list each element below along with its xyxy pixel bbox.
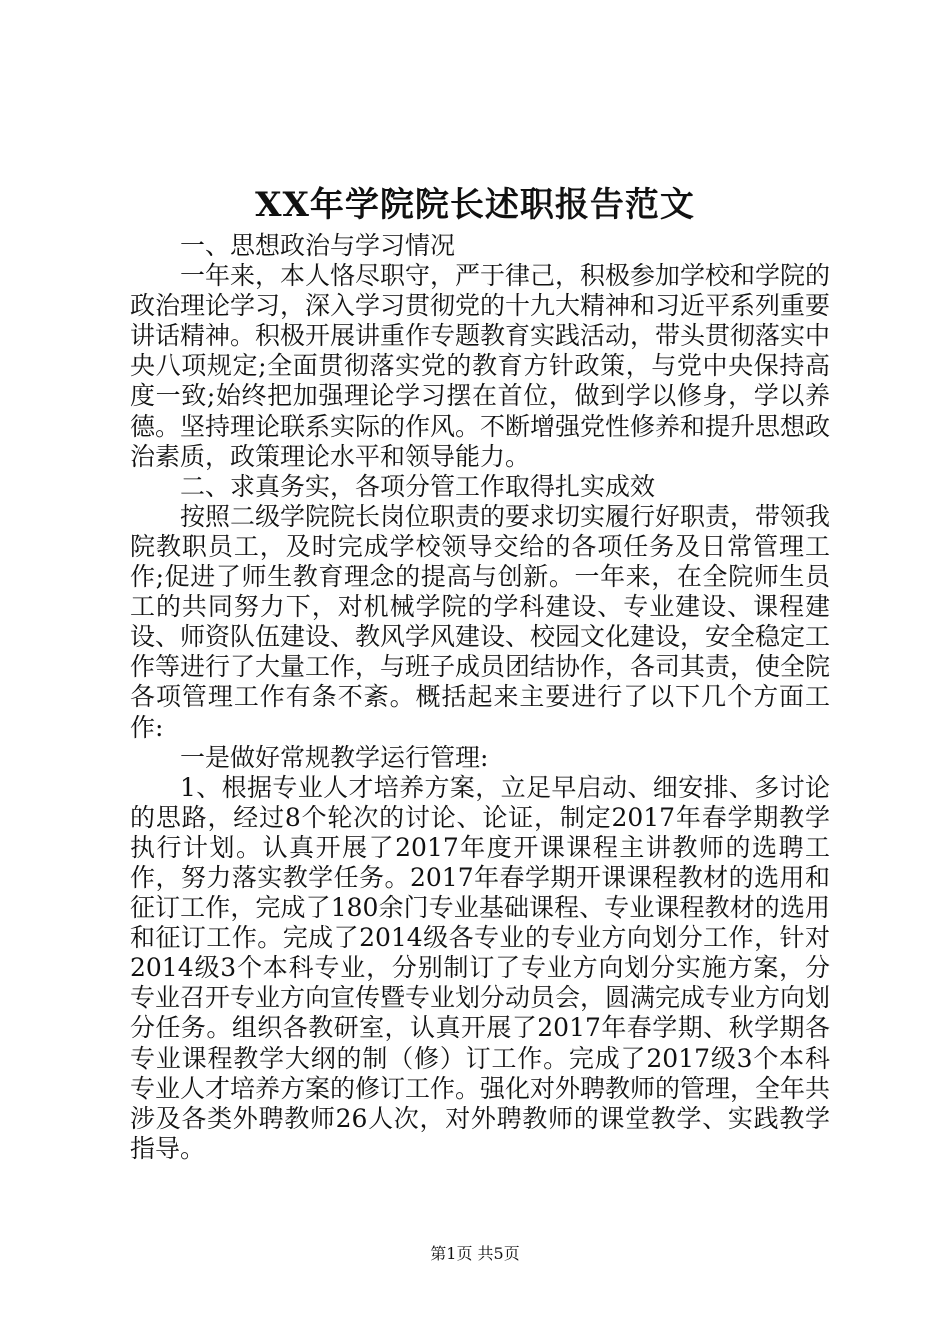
document-body — [130, 231, 830, 1164]
paragraph-work: 按照二级学院院长岗位职责的要求切实履行好职责，带领我院教职员工，及时完成学校领导交给的各项任务及日常管理工作;促进了师生教育理念的提高与创新。一年来，在全院师生员工的共同努力下，对机械学院的学科建设、专业建设、课程建设、师资队伍建设、教风学风建设、校园文化建设，安全稳定工作等进行了大量工作，与班子成员团结协作，各司其责，使全院各项管理工作有条不紊。概括起来主要进行了以下几个方面工作: — [130, 501, 831, 742]
page-footer: 第1页 共5页 — [430, 1244, 520, 1263]
section-heading-work: 二、求真务实，各项分管工作取得扎实成效 — [180, 471, 656, 501]
paragraph-politics: 一年来，本人恪尽职守，严于律己，积极参加学校和学院的政治理论学习，深入学习贯彻党的十九大精神和习近平系列重要讲话精神。积极开展讲重作专题教育实践活动，带头贯彻落实中央八项规定;全面贯彻落实党的教育方针政策，与党中央保持高度一致;始终把加强理论学习摆在首位，做到学以修身，学以养德。坚持理论联系实际的作风。不断增强党性修养和提升思想政治素质，政策理论水平和领导能力。 — [130, 261, 831, 471]
document-title: XX年学院院长述职报告范文 — [255, 185, 695, 225]
paragraph-teaching: 1、根据专业人才培养方案，立足早启动、细安排、多讨论的思路，经过8个轮次的讨论、论证，制定2017年春学期教学执行计划。认真开展了2017年度开课课程主讲教师的选聘工作，努力落实教学任务。2017年春学期开课课程教材的选用和征订工作，完成了180余门专业基础课程、专业课程教材的选用和征订工作。完成了2014级各专业的专业方向划分工作，针对2014级3个本科专业，分别制订了专业方向划分实施方案，分专业召开专业方向宣传暨专业划分动员会，圆满完成专业方向划分任务。组织各教研室，认真开展了2017年春学期、秋学期各专业课程教学大纲的制（修）订工作。完成了2017级3个本科专业人才培养方案的修订工作。强化对外聘教师的管理，全年共涉及各类外聘教师26人次，对外聘教师的课堂教学、实践教学指导。 — [130, 772, 831, 1163]
section-heading-politics: 一、思想政治与学习情况 — [180, 231, 456, 260]
subheading-teaching: 一是做好常规教学运行管理: — [180, 742, 489, 772]
